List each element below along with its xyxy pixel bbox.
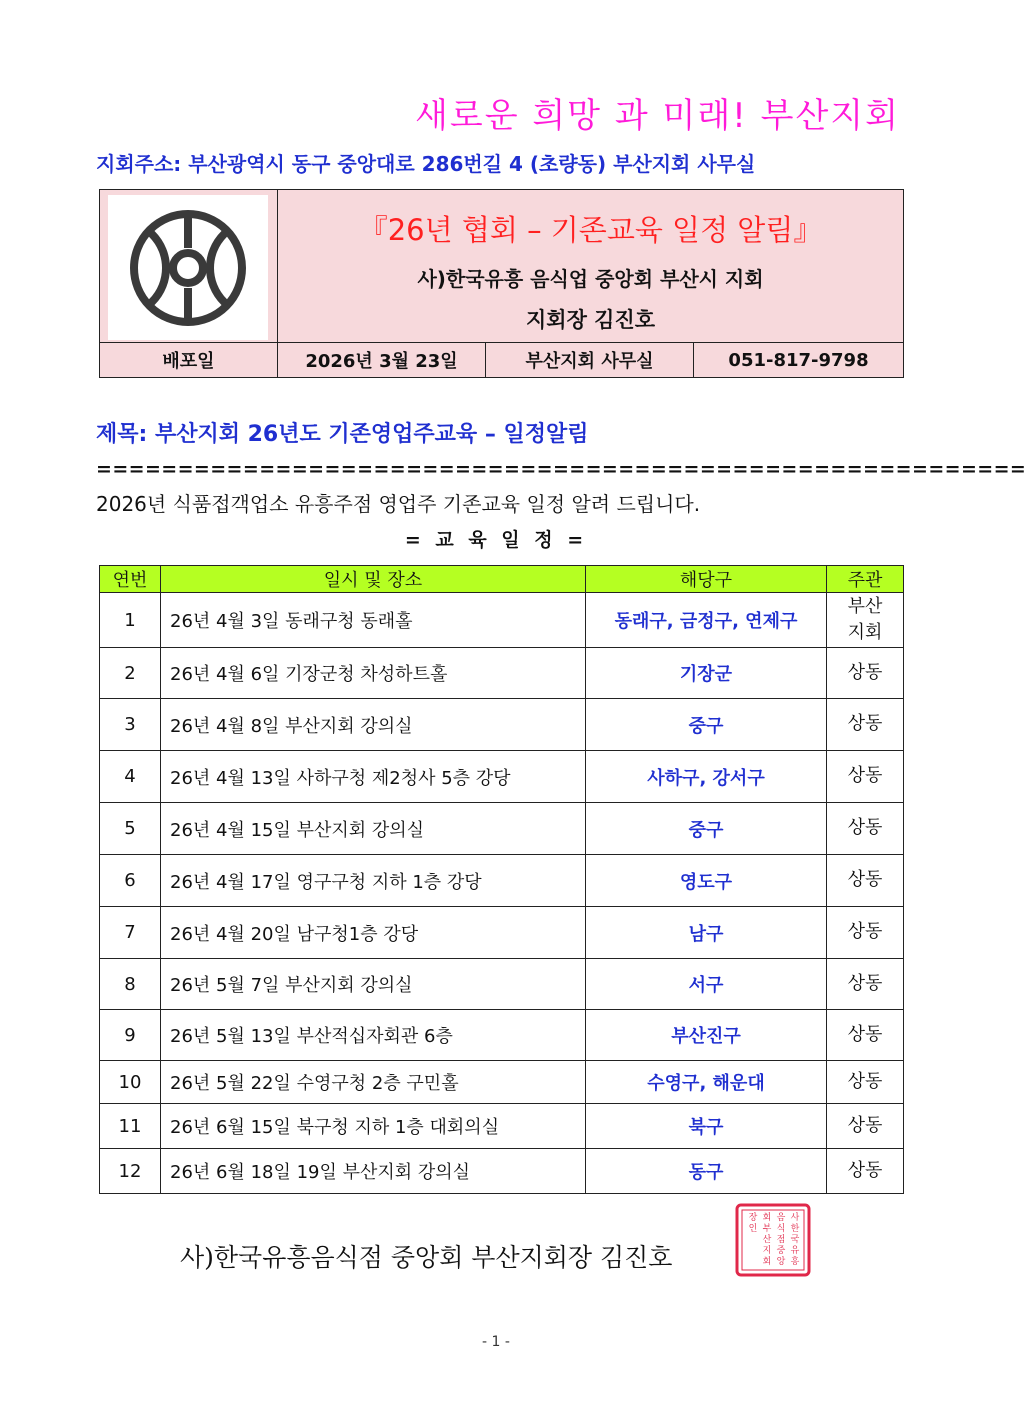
row-date-place: 26년 4월 15일 부산지회 강의실 — [161, 803, 586, 855]
row-number: 3 — [100, 699, 161, 751]
table-row — [100, 1104, 904, 1149]
row-host: 부산 지회 — [827, 593, 904, 648]
row-host: 상동 — [827, 1061, 904, 1104]
distribution-date: 2026년 3월 23일 — [278, 343, 486, 378]
row-district: 동래구, 금정구, 연제구 — [586, 593, 827, 648]
row-district: 중구 — [586, 699, 827, 751]
notice-title-cell — [278, 190, 904, 343]
row-number: 9 — [100, 1010, 161, 1061]
schedule-heading: = 교 육 일 정 = — [404, 529, 588, 551]
row-date-place: 26년 5월 13일 부산적십자회관 6층 — [161, 1010, 586, 1061]
row-date-place: 26년 6월 18일 19일 부산지회 강의실 — [161, 1149, 586, 1194]
row-district: 기장군 — [586, 648, 827, 699]
document-subject: 제목: 부산지회 26년도 기존영업주교육 – 일정알림 — [96, 422, 589, 447]
red-seal-stamp-icon — [735, 1203, 811, 1277]
row-date-place: 26년 4월 17일 영구구청 지하 1층 강당 — [161, 855, 586, 907]
table-row — [100, 1061, 904, 1104]
row-date-place: 26년 4월 13일 사하구청 제2청사 5층 강당 — [161, 751, 586, 803]
table-row — [100, 855, 904, 907]
column-header-district: 해당구 — [586, 566, 827, 593]
table-row — [100, 1149, 904, 1194]
table-row — [100, 1010, 904, 1061]
row-date-place: 26년 6월 15일 북구청 지하 1층 대회의실 — [161, 1104, 586, 1149]
row-district: 북구 — [586, 1104, 827, 1149]
row-host: 상동 — [827, 648, 904, 699]
office-name: 부산지회 사무실 — [486, 343, 694, 378]
notice-title: 『26년 협회 – 기존교육 일정 알림』 — [358, 213, 823, 247]
row-district: 남구 — [586, 907, 827, 959]
row-number: 7 — [100, 907, 161, 959]
circle-emblem-icon — [126, 206, 250, 330]
row-host: 상동 — [827, 907, 904, 959]
row-host: 상동 — [827, 1010, 904, 1061]
notice-header-table — [99, 189, 904, 378]
row-number: 12 — [100, 1149, 161, 1194]
table-row — [100, 907, 904, 959]
table-row — [100, 648, 904, 699]
organization-name: 사)한국유흥 음식업 중앙회 부산시 지회 — [417, 267, 764, 291]
row-number: 8 — [100, 959, 161, 1010]
table-row — [100, 751, 904, 803]
intro-text: 2026년 식품접객업소 유흥주점 영업주 기존교육 일정 알려 드립니다. — [96, 492, 701, 516]
row-host: 상동 — [827, 803, 904, 855]
row-district: 부산진구 — [586, 1010, 827, 1061]
row-host: 상동 — [827, 1104, 904, 1149]
table-row — [100, 699, 904, 751]
row-date-place: 26년 5월 22일 수영구청 2층 구민홀 — [161, 1061, 586, 1104]
president-name: 지회장 김진호 — [526, 308, 656, 332]
row-date-place: 26년 4월 6일 기장군청 차성하트홀 — [161, 648, 586, 699]
column-header-date-place: 일시 및 장소 — [161, 566, 586, 593]
distribution-date-label: 배포일 — [100, 343, 278, 378]
row-host: 상동 — [827, 699, 904, 751]
slogan: 새로운 희망 과 미래! 부산지회 — [415, 96, 900, 136]
row-host: 상동 — [827, 751, 904, 803]
row-district: 수영구, 해운대 — [586, 1061, 827, 1104]
signature-line: 사)한국유흥음식점 중앙회 부산지회장 김진호 — [180, 1243, 673, 1272]
table-row — [100, 593, 904, 648]
table-header-row — [100, 566, 904, 593]
row-date-place: 26년 4월 20일 남구청1층 강당 — [161, 907, 586, 959]
row-date-place: 26년 5월 7일 부산지회 강의실 — [161, 959, 586, 1010]
row-district: 동구 — [586, 1149, 827, 1194]
table-row — [100, 803, 904, 855]
column-header-number: 연번 — [100, 566, 161, 593]
education-schedule-table — [99, 565, 904, 1194]
table-row — [100, 959, 904, 1010]
page-number: - 1 - — [482, 1334, 510, 1350]
row-number: 4 — [100, 751, 161, 803]
row-number: 6 — [100, 855, 161, 907]
row-district: 서구 — [586, 959, 827, 1010]
logo-cell — [100, 190, 278, 343]
row-date-place: 26년 4월 8일 부산지회 강의실 — [161, 699, 586, 751]
row-number: 11 — [100, 1104, 161, 1149]
row-district: 영도구 — [586, 855, 827, 907]
row-number: 2 — [100, 648, 161, 699]
branch-address: 지회주소: 부산광역시 동구 중앙대로 286번길 4 (초량동) 부산지회 사무실 — [96, 152, 756, 176]
office-phone: 051-817-9798 — [694, 343, 904, 378]
row-number: 1 — [100, 593, 161, 648]
row-district: 중구 — [586, 803, 827, 855]
separator-line: ========================================================= — [96, 458, 1026, 480]
row-date-place: 26년 4월 3일 동래구청 동래홀 — [161, 593, 586, 648]
row-host: 상동 — [827, 855, 904, 907]
row-district: 사하구, 강서구 — [586, 751, 827, 803]
row-number: 10 — [100, 1061, 161, 1104]
row-host: 상동 — [827, 1149, 904, 1194]
svg-text:사한국유흥음식점중앙회부산지회장인: 사 한 국 유 흥음 식 점 중 앙회 부 산 지 회장 인 — [748, 1213, 800, 1267]
row-host: 상동 — [827, 959, 904, 1010]
row-number: 5 — [100, 803, 161, 855]
column-header-host: 주관 — [827, 566, 904, 593]
